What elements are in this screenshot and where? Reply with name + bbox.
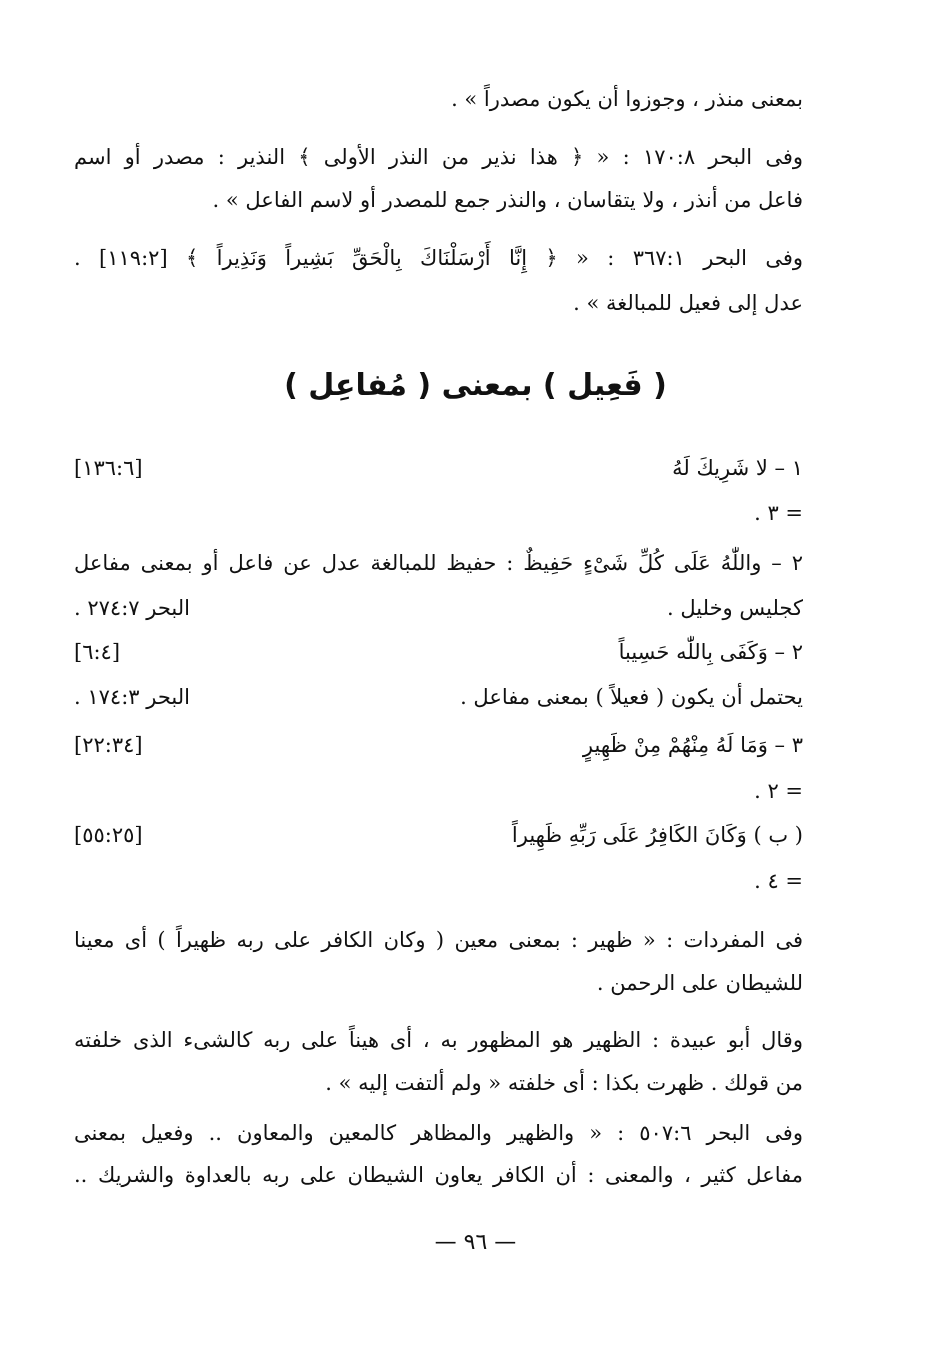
paragraph-line: فى المفردات : « ظهير : بمعنى معين ( وكان الكافر على ربه ظهيراً ) أى معينا [74, 928, 803, 952]
verse-reference: [٥٥:٢٥] [74, 823, 143, 847]
entry-verse: ١ – لا شَرِيكَ لَهُ [672, 456, 803, 480]
occurrence-count: = ٤ . [754, 869, 803, 893]
text-line: وفى البحر ٣٦٧:١ : « ﴿ إِنَّا أَرْسَلْنَاكَ بِالْحَقِّ بَشِيراً وَنَذِيراً ﴾ [١١٩:٢] . [74, 246, 803, 270]
source-citation: البحر ٢٧٤:٧ . [74, 596, 190, 620]
section-heading: ( فَعِيل ) بمعنى ( مُفاعِل ) [284, 368, 667, 403]
verse-reference: [٦:٤] [74, 640, 121, 664]
occurrence-count: = ٣ . [754, 501, 803, 525]
paragraph-line: مفاعل كثير ، والمعنى : أن الكافر يعاون الشيطان على ربه بالعداوة والشريك .. [74, 1163, 803, 1187]
paragraph-line: من قولك . ظهرت بكذا : أى خلفته « ولم ألتفت إليه » . [325, 1071, 803, 1095]
entry-note: يحتمل أن يكون ( فعيلاً ) بمعنى مفاعل . [460, 685, 803, 709]
verse-reference: [٢٢:٣٤] [74, 733, 143, 757]
source-citation: البحر ١٧٤:٣ . [74, 685, 190, 709]
entry-verse: ( ب ) وَكَانَ الكَافِرُ عَلَى رَبِّهِ ظَهِيراً [511, 823, 803, 847]
entry-verse: ٢ – واللّٰهُ عَلَى كُلِّ شَىْءٍ حَفِيظٌ : حفيظ للمبالغة عدل عن فاعل أو بمعنى مفاعل [74, 551, 803, 575]
text-line: فاعل من أنذر ، ولا يتقاسان ، والنذر جمع للمصدر أو لاسم الفاعل » . [212, 188, 803, 212]
page-number: — ٩٦ — [434, 1230, 517, 1255]
entry-verse: ٣ – وَمَا لَهُ مِنْهُمْ مِنْ ظَهِيرٍ [582, 733, 803, 757]
entry-verse: ٢ – وَكَفَى بِاللّٰه حَسِيباً [618, 640, 803, 664]
entry-note: كجليس وخليل . [667, 596, 803, 620]
text-line: عدل إلى فعيل للمبالغة » . [573, 291, 803, 315]
paragraph-line: للشيطان على الرحمن . [596, 971, 803, 995]
paragraph-line: وقال أبو عبيدة : الظهير هو المظهور به ، أى هيناً على ربه كالشىء الذى خلفته [74, 1028, 803, 1052]
occurrence-count: = ٢ . [754, 779, 803, 803]
text-line: بمعنى منذر ، وجوزوا أن يكون مصدراً » . [451, 87, 803, 111]
paragraph-line: وفى البحر ٥٠٧:٦ : « والظهير والمظاهر كالمعين والمعاون .. وفعيل بمعنى [74, 1121, 803, 1145]
verse-reference: [١٣٦:٦] [74, 456, 143, 480]
text-line: وفى البحر ١٧٠:٨ : « ﴿ هذا نذير من النذر الأولى ﴾ النذير : مصدر أو اسم [74, 145, 803, 169]
